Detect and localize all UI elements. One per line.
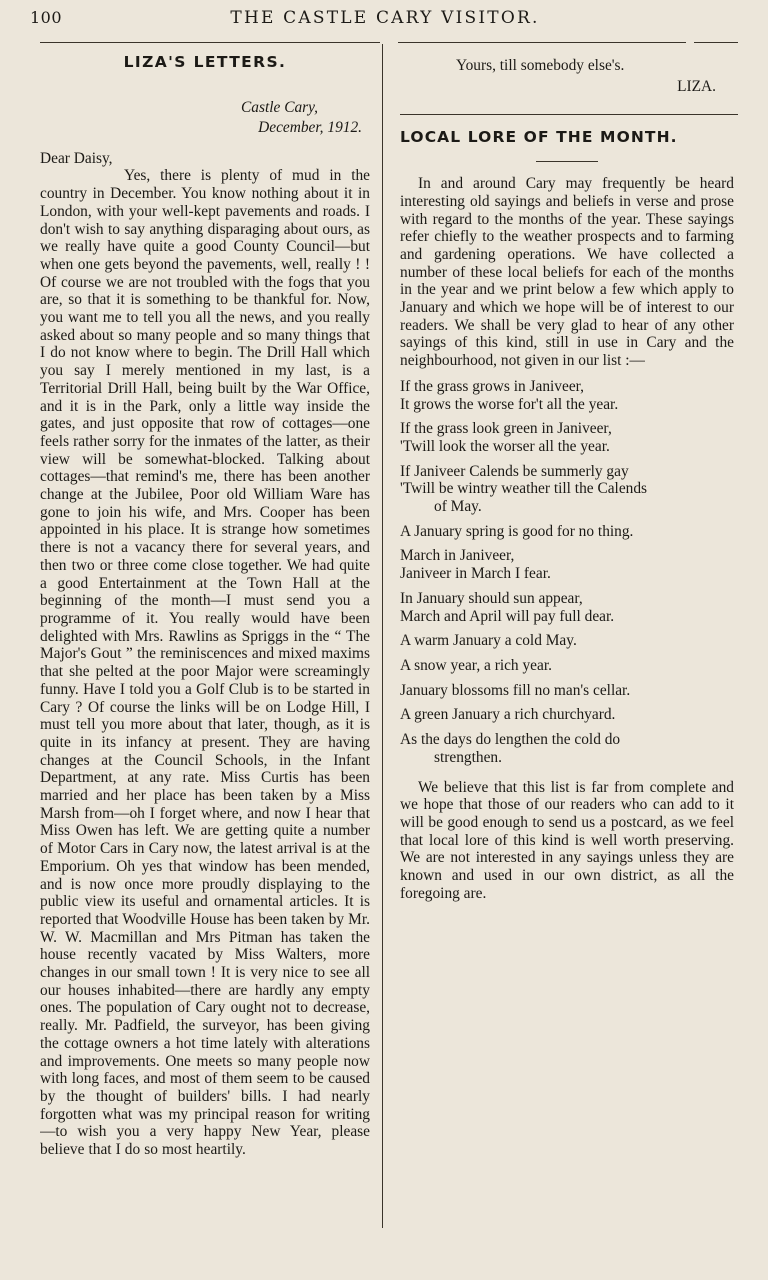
- liza-place: Castle Cary,: [241, 98, 318, 116]
- lore-saying-line: strengthen.: [434, 748, 502, 766]
- lore-saying-line: A January spring is good for no thing.: [400, 522, 634, 540]
- lore-saying: [400, 590, 734, 625]
- left-column: [40, 50, 370, 1177]
- liza-signature: LIZA.: [677, 77, 716, 95]
- lore-saying-line: If the grass look green in Janiveer,: [400, 420, 612, 438]
- liza-body: Yes, there is plenty of mud in the country in December. You know nothing about it in London, with your well-kept pavements and roads. I don't wish to say anything disparaging about ours, as we really have quite a good County Council—but when one gets beyond the pavements, well, really ! ! Of course we are not troubled with the fogs that you are, so that it is something to be thankful for. Now, you want me to tell you all the news, and you really asked about so many people and so many things that I do not know where to begin. The Drill Hall which you say I merely mentioned in my last, is a Territorial Drill Hall, being built by the War Office, and it is in the Park, only a little way inside the gates, and just opposite that row of cottages—one feels rather sorry for the inmates of the latter, as their view will be somewhat-blocked. Talking about cottages—that remind's me, there has been another change at the Jubilee, Poor old William Ware has gone to join his wife, and Mrs. Cooper has been appointed in his place. It is strange how sometimes there is not a vacancy there for several years, and then two or three come close together. We had quite a good Entertainment at the Town Hall at the beginning of the month—I must send you a programme of it. You really would have been delighted with Mrs. Rawlins as Spriggs in the “ The Major's Gout ” the reminiscences and mixed maxims that she pelted at the poor Major were screamingly funny. Have I told you a Golf Club is to be started in Cary ? Of course the links will be on Lodge Hill, I must tell you more about that later, though, as it is quite in its infancy at present. They are having changes at the Council Schools, in the Infant Department, at any rate. Miss Curtis has been married and her place has been taken by a Miss Marsh from—oh I forget where, and now I hear that Miss Owen has left. We are getting quite a number of Motor Cars in Cary now, the latest arrival is at the Emporium. Oh yes that window has been mended, and is now once more proudly displaying to the public view its useful and ornamental articles. It is reported that Woodville House has been taken by Mr. W. W. Macmillan and Mrs Pitman has taken the house recently vacated by Miss Walters, more changes in our small town ! It is very nice to see all our houses inhabited—there are hardly any empty ones. The population of Cary ought not to decrease, really. Mr. Padfield, the surveyor, has been giving the cottage owners a hot time lately with alterations and improvements. One meets so many people now with long faces, and most of them seem to be caused by the thought of builders' bills. I had nearly forgotten what was my principal reason for writing—to wish you a very happy New Year, please believe that I do so most heartily.: [40, 167, 370, 1159]
- liza-date: December, 1912.: [258, 118, 362, 136]
- lore-saying-line: If Janiveer Calends be summerly gay: [400, 462, 629, 480]
- lore-saying-line: It grows the worse for't all the year.: [400, 395, 619, 413]
- lore-saying: [400, 420, 734, 455]
- lore-saying-line: Janiveer in March I fear.: [400, 565, 551, 583]
- lore-saying: [400, 731, 734, 766]
- liza-heading: LIZA'S LETTERS.: [123, 53, 287, 71]
- lore-saying-line: A warm January a cold May.: [400, 632, 577, 650]
- lore-saying: [400, 378, 734, 413]
- lore-saying: [400, 547, 734, 582]
- journal-title: THE CASTLE CARY VISITOR.: [230, 8, 540, 28]
- liza-dateline: [40, 98, 370, 138]
- lore-saying-line: 'Twill be wintry weather till the Calends: [400, 480, 648, 498]
- lore-saying-line: If the grass grows in Janiveer,: [400, 377, 585, 395]
- lore-intro: In and around Cary may frequently be heard interesting old sayings and beliefs in verse and prose with regard to the months of the year. These sayings refer chiefly to the weather prospects and to farming and gardening operations. We have collected a number of these local beliefs for each of the months in the year and we print below a few which apply to January and which we hope will be of interest to our readers. We shall be very glad to hear of any other sayings of this kind, still in use in Cary and the neighbourhood, not given in our list :—: [400, 175, 734, 370]
- lore-saying-line: 'Twill look the worser all the year.: [400, 437, 610, 455]
- lore-saying: [400, 706, 734, 724]
- lore-saying-line: A green January a rich churchyard.: [400, 706, 616, 724]
- header-rule-right: [398, 42, 686, 43]
- lore-saying: [400, 682, 734, 700]
- lore-saying-line: As the days do lengthen the cold do: [400, 731, 621, 749]
- header-rule-right-end: [694, 42, 738, 43]
- lore-heading: LOCAL LORE OF THE MONTH.: [400, 128, 678, 147]
- lore-saying-line: In January should sun appear,: [400, 589, 583, 607]
- right-column: [400, 57, 734, 902]
- liza-closing: Yours, till somebody else's.: [456, 57, 625, 74]
- lore-saying-line: January blossoms fill no man's cellar.: [400, 681, 631, 699]
- lore-saying-line: March and April will pay full dear.: [400, 607, 615, 625]
- section-rule: [400, 114, 738, 115]
- header-rule-left: [40, 42, 380, 43]
- lore-sayings: [400, 378, 734, 767]
- lore-saying: [400, 463, 734, 516]
- liza-salutation: Dear Daisy,: [40, 149, 113, 167]
- running-head: [30, 8, 740, 32]
- lore-saying: [400, 632, 734, 650]
- lore-saying-line: March in Janiveer,: [400, 547, 515, 565]
- lore-saying: [400, 657, 734, 675]
- lore-closing: We believe that this list is far from complete and we hope that those of our readers who can add to it will be good enough to send us a postcard, as we feel that local lore of this kind is well worth preserving. We are not interested in any sayings unless they are known and used in our own district, as all the foregoing are.: [400, 778, 734, 902]
- page-number: 100: [30, 8, 63, 27]
- lore-saying: [400, 523, 734, 541]
- column-divider: [382, 44, 383, 1228]
- lore-saying-line: of May.: [434, 498, 482, 516]
- lore-saying-line: A snow year, a rich year.: [400, 656, 552, 674]
